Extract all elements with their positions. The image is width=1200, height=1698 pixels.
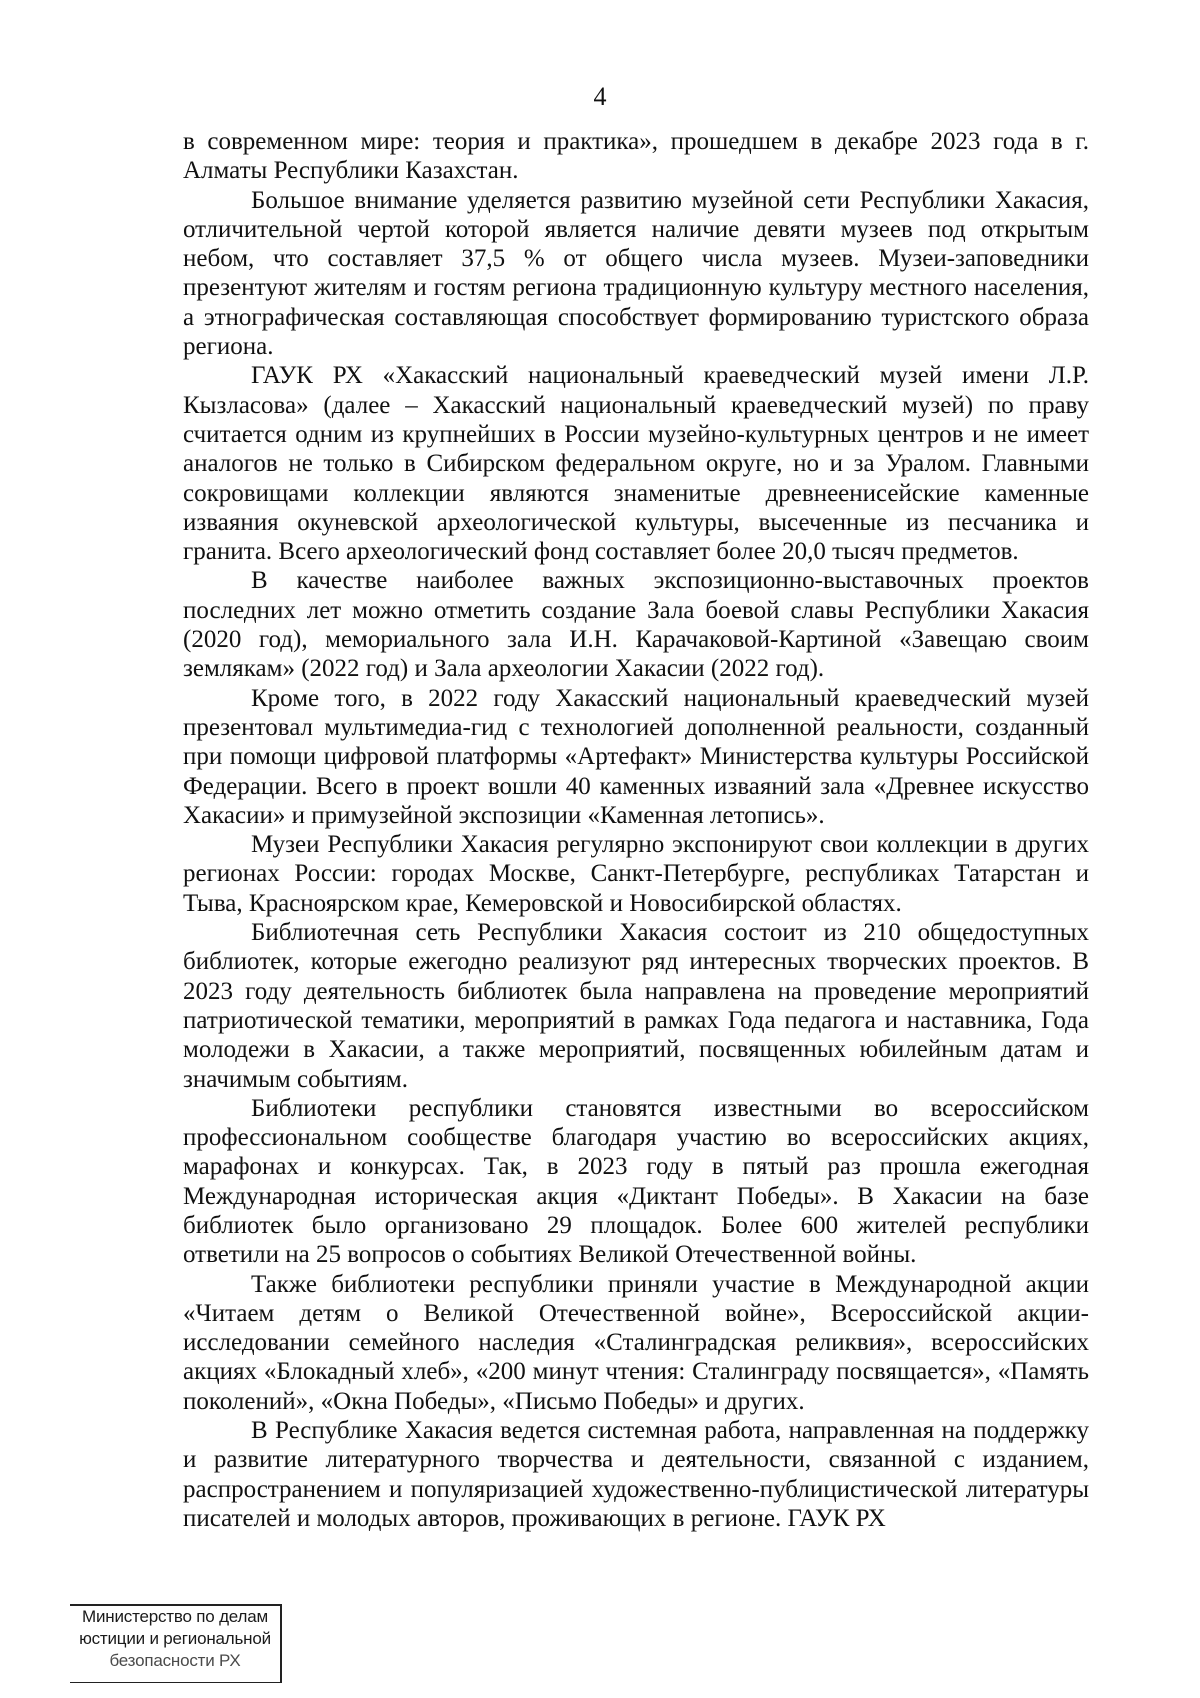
page-number: 4	[593, 82, 607, 111]
ministry-stamp	[70, 1604, 282, 1683]
paragraph-library-campaigns: Библиотеки республики становятся известными во всероссийском профессиональном сообществе благодаря участию во всероссийских акциях, марафонах и конкурсах. Так, в 2023 году в пятый раз прошла ежегодная Международная историческая акция «Диктант Победы». В Хакасии на базе библиотек было организовано 29 площадок. Более 600 жителей республики ответили на 25 вопросов о событиях Великой Отечественной войны.	[183, 1094, 1089, 1269]
paragraph-national-museum: ГАУК РХ «Хакасский национальный краеведческий музей имени Л.Р. Кызласова» (далее – Хакасский национальный краеведческий музей) по праву считается одним из крупнейших в России музейно-культурных центров и не имеет аналогов не только в Сибирском федеральном округе, но и за Уралом. Главными сокровищами коллекции являются знаменитые древнеенисейские каменные изваяния окуневской археологической культуры, высеченные из песчаника и гранита. Всего археологический фонд составляет более 20,0 тысяч предметов.	[183, 362, 1089, 566]
stamp-line-3: безопасности РХ	[109, 1651, 241, 1670]
paragraph-literary-work: В Республике Хакасия ведется системная работа, направленная на поддержку и развитие литературного творчества и деятельности, связанной с изданием, распространением и популяризацией художественно-публицистической литературы писателей и молодых авторов, проживающих в регионе. ГАУК РХ	[183, 1417, 1089, 1532]
paragraph-exhibition-projects: В качестве наиболее важных экспозиционно-выставочных проектов последних лет можно отметить создание Зала боевой славы Республики Хакасия (2020 год), мемориального зала И.Н. Карачаковой-Картиной «Завещаю своим землякам» (2022 год) и Зала археологии Хакасии (2022 год).	[183, 567, 1089, 683]
stamp-line-1: Министерство по делам	[82, 1607, 268, 1626]
stamp-line-2: юстиции и региональной	[79, 1629, 271, 1648]
paragraph-continued: в современном мире: теория и практика», прошедшем в декабре 2023 года в г. Алматы Республики Казахстан.	[183, 128, 1089, 185]
paragraph-library-actions: Также библиотеки республики приняли участие в Международной акции «Читаем детям о Великой Отечественной войне», Всероссийской акции-исследовании семейного наследия «Сталинградская реликвия», всероссийских акциях «Блокадный хлеб», «200 минут чтения: Сталинграду посвящается», «Память поколений», «Окна Победы», «Письмо Победы» и других.	[183, 1270, 1089, 1415]
paragraph-museum-network: Большое внимание уделяется развитию музейной сети Республики Хакасия, отличительной чертой которой является наличие девяти музеев под открытым небом, что составляет 37,5 % от общего числа музеев. Музеи-заповедники презентуют жителям и гостям региона традиционную культуру местного населения, а этнографическая составляющая способствует формированию туристского образа региона.	[183, 186, 1089, 361]
paragraph-library-network: Библиотечная сеть Республики Хакасия состоит из 210 общедоступных библиотек, которые ежегодно реализуют ряд интересных творческих проектов. В 2023 году деятельность библиотек была направлена на проведение мероприятий патриотической тематики, мероприятий в рамках Года педагога и наставника, Года молодежи в Хакасии, а также мероприятий, посвященных юбилейным датам и значимым событиям.	[183, 919, 1089, 1093]
paragraph-touring-collections: Музеи Республики Хакасия регулярно экспонируют свои коллекции в других регионах России: городах Москве, Санкт-Петербурге, республиках Татарстан и Тыва, Красноярском крае, Кемеровской и Новосибирской областях.	[183, 831, 1089, 917]
paragraph-multimedia-guide: Кроме того, в 2022 году Хакасский национальный краеведческий музей презентовал мультимедиа-гид с технологией дополненной реальности, созданный при помощи цифровой платформы «Артефакт» Министерства культуры Российской Федерации. Всего в проект вошли 40 каменных изваяний зала «Древнее искусство Хакасии» и примузейной экспозиции «Каменная летопись».	[183, 684, 1089, 829]
body-text	[183, 127, 1089, 1533]
